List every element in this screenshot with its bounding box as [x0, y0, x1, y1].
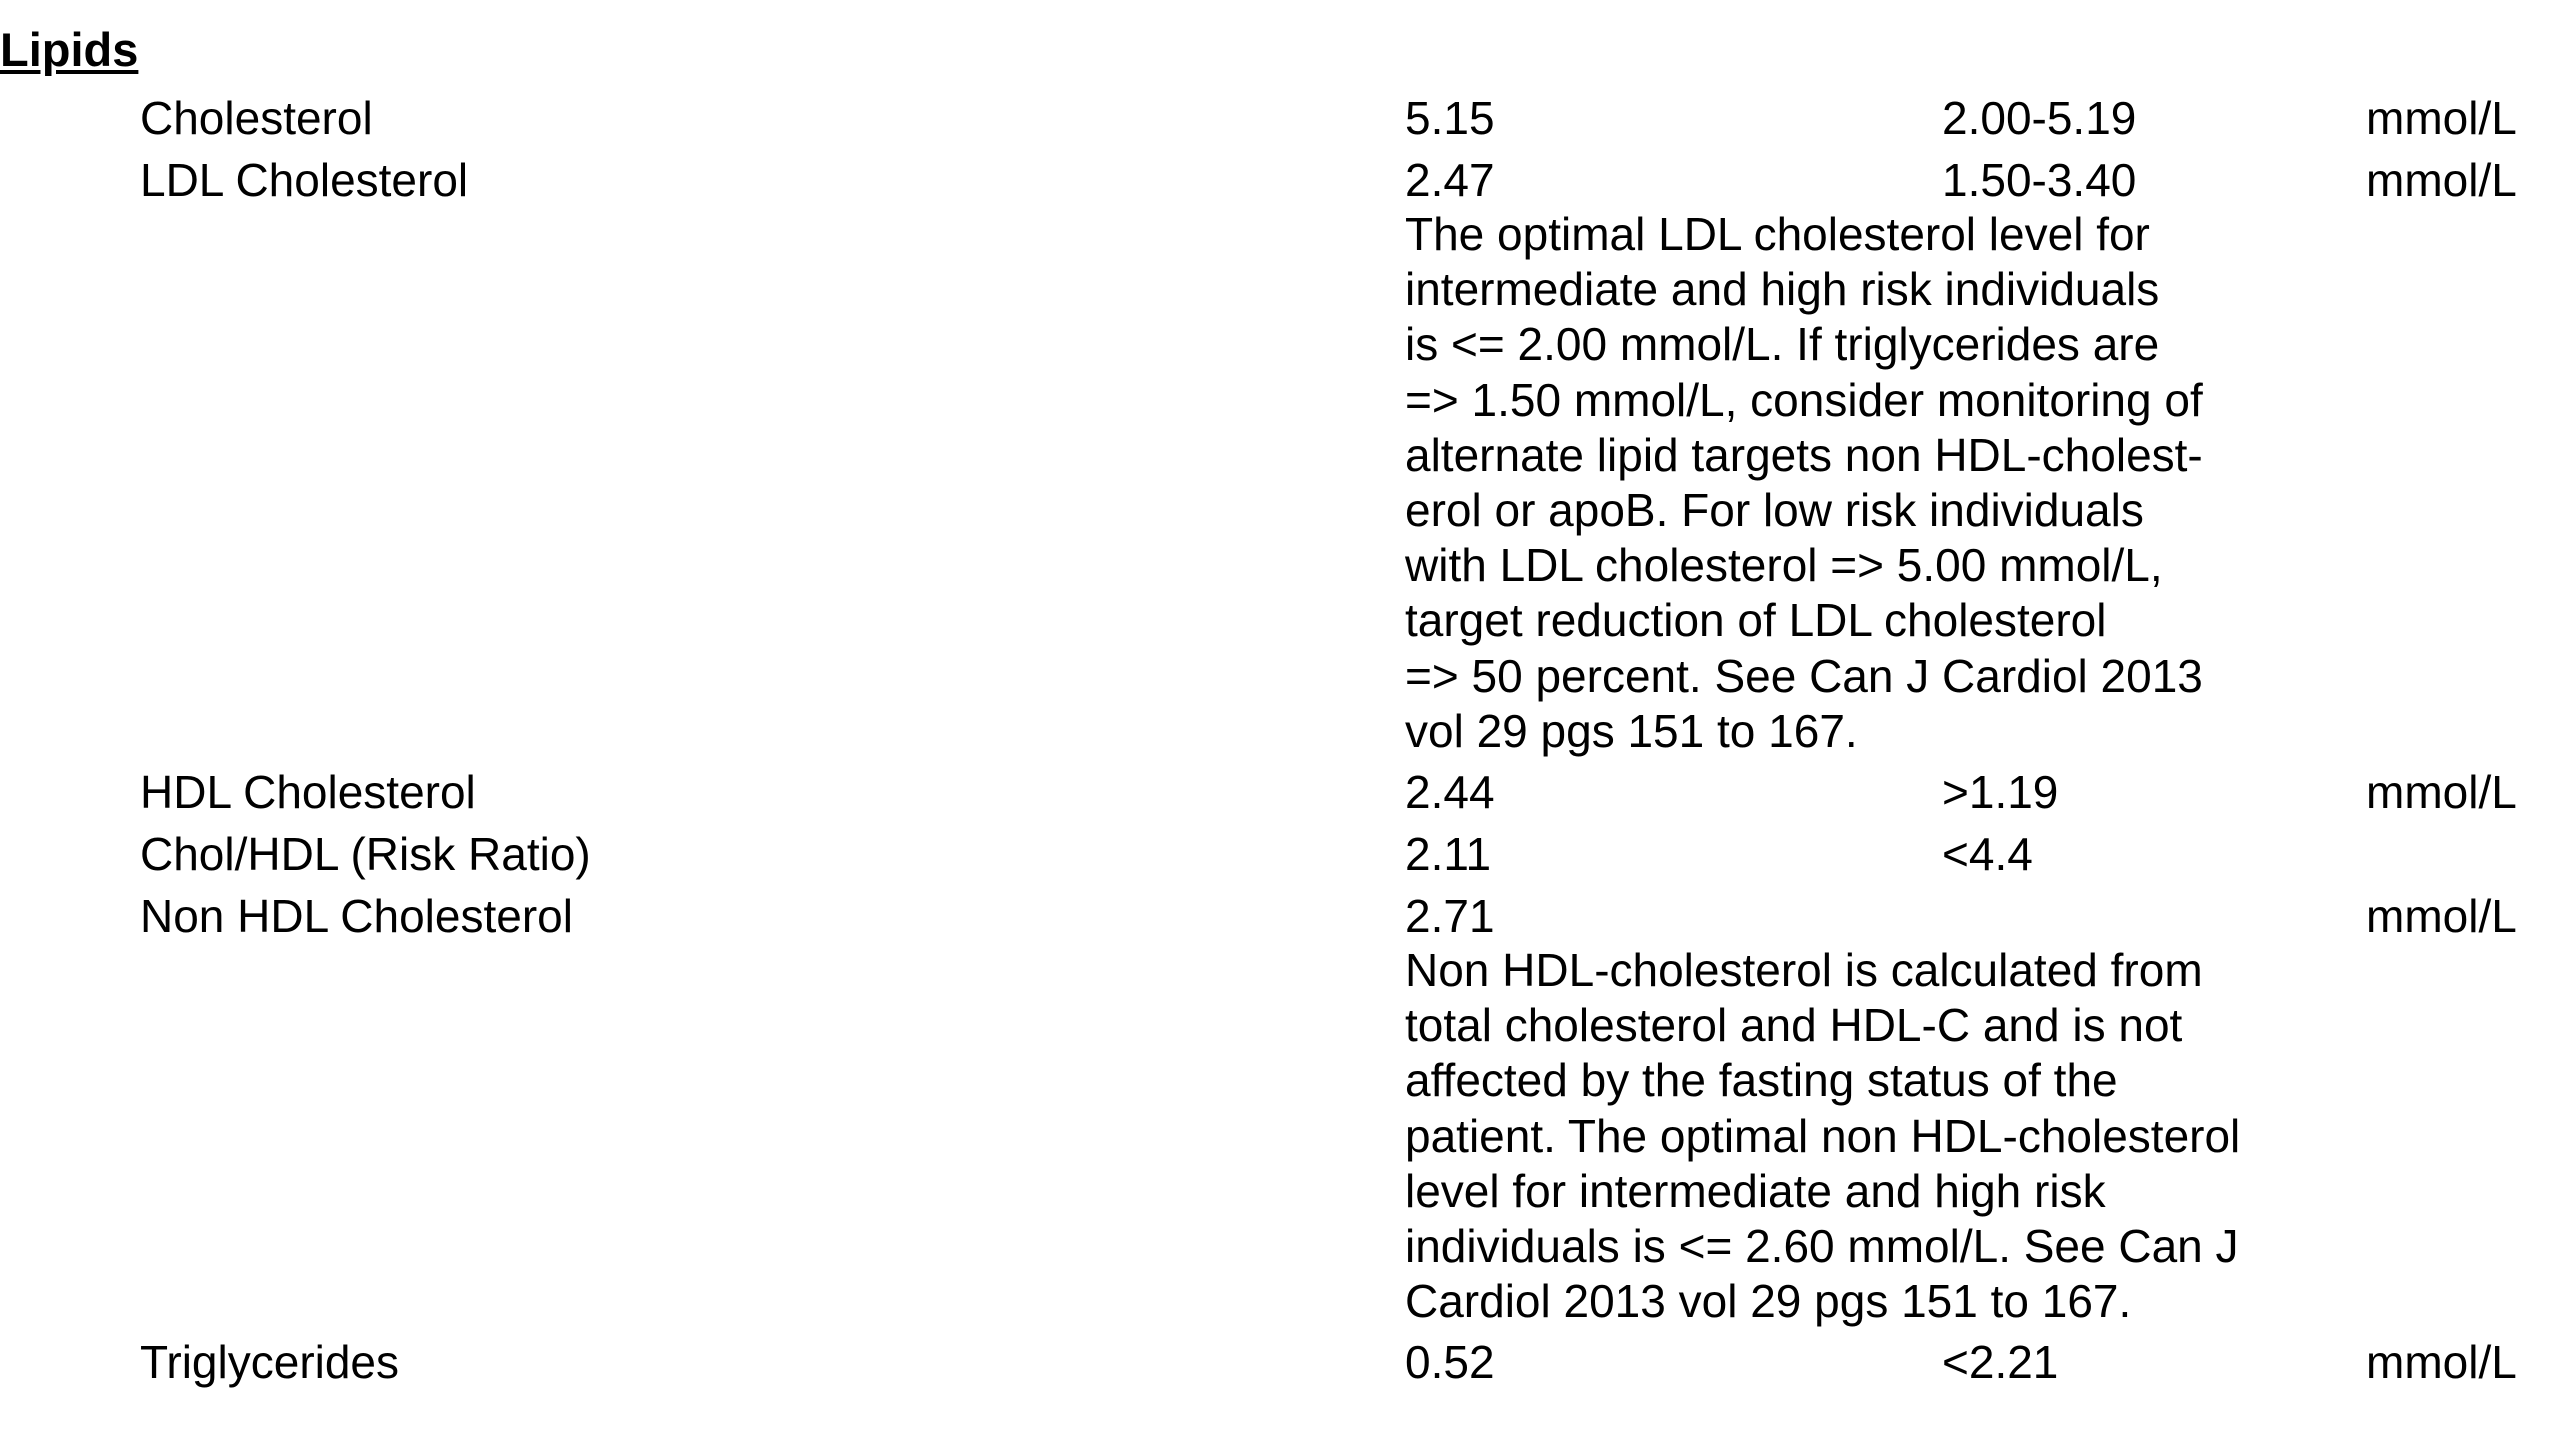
comment-line: intermediate and high risk individuals: [1405, 263, 2160, 316]
reference-range: 1.50-3.40: [1942, 154, 2137, 206]
comment-line: Cardiol 2013 vol 29 pgs 151 to 167.: [1405, 1275, 2132, 1328]
reference-range: <4.4: [1942, 828, 2033, 880]
comment-line: => 50 percent. See Can J Cardiol 2013: [1405, 649, 2203, 702]
test-name: Cholesterol: [140, 92, 373, 144]
comment-line: => 1.50 mmol/L, consider monitoring of: [1405, 373, 2203, 426]
comment-line: vol 29 pgs 151 to 167.: [1405, 704, 1858, 757]
comment-line: is <= 2.00 mmol/L. If triglycerides are: [1405, 318, 2160, 371]
test-result: 5.15: [1405, 92, 1495, 144]
section-title: Lipids: [0, 23, 139, 76]
test-result: 0.52: [1405, 1336, 1495, 1388]
test-result: 2.71: [1405, 890, 1495, 942]
reference-range: 2.00-5.19: [1942, 92, 2137, 144]
result-row-cholesterol: [0, 87, 2560, 149]
comment-line: erol or apoB. For low risk individuals: [1405, 483, 2144, 536]
ldl-comment: [1405, 207, 2405, 759]
result-row-chol-hdl-ratio: [0, 823, 2560, 885]
comment-line: level for intermediate and high risk: [1405, 1164, 2106, 1217]
comment-line: Non HDL-cholesterol is calculated from: [1405, 944, 2203, 996]
comment-line: with LDL cholesterol => 5.00 mmol/L,: [1405, 539, 2163, 592]
test-units: mmol/L: [2366, 1336, 2517, 1388]
test-units: mmol/L: [2366, 890, 2517, 942]
reference-range: >1.19: [1942, 766, 2059, 818]
result-row-triglycerides: [0, 1331, 2560, 1393]
test-units: mmol/L: [2366, 92, 2517, 144]
test-name: HDL Cholesterol: [140, 766, 476, 818]
comment-line: individuals is <= 2.60 mmol/L. See Can J: [1405, 1219, 2239, 1272]
comment-line: alternate lipid targets non HDL-cholest-: [1405, 428, 2203, 481]
comment-line: The optimal LDL cholesterol level for: [1405, 208, 2150, 260]
result-row-hdl-cholesterol: [0, 761, 2560, 823]
test-result: 2.11: [1405, 828, 1492, 880]
test-units: mmol/L: [2366, 154, 2517, 206]
comment-line: total cholesterol and HDL-C and is not: [1405, 999, 2183, 1052]
test-name: Triglycerides: [140, 1336, 400, 1388]
result-row-ldl-cholesterol: [0, 149, 2560, 211]
test-result: 2.44: [1405, 766, 1495, 818]
test-result: 2.47: [1405, 154, 1495, 206]
test-name: LDL Cholesterol: [140, 154, 469, 206]
comment-line: patient. The optimal non HDL-cholesterol: [1405, 1109, 2241, 1162]
test-units: mmol/L: [2366, 766, 2517, 818]
test-name: Non HDL Cholesterol: [140, 890, 573, 942]
result-row-non-hdl-cholesterol: [0, 885, 2560, 947]
comment-line: target reduction of LDL cholesterol: [1405, 594, 2107, 647]
test-name: Chol/HDL (Risk Ratio): [140, 828, 591, 880]
comment-line: affected by the fasting status of the: [1405, 1054, 2118, 1107]
reference-range: <2.21: [1942, 1336, 2059, 1388]
non-hdl-comment: [1405, 943, 2405, 1329]
